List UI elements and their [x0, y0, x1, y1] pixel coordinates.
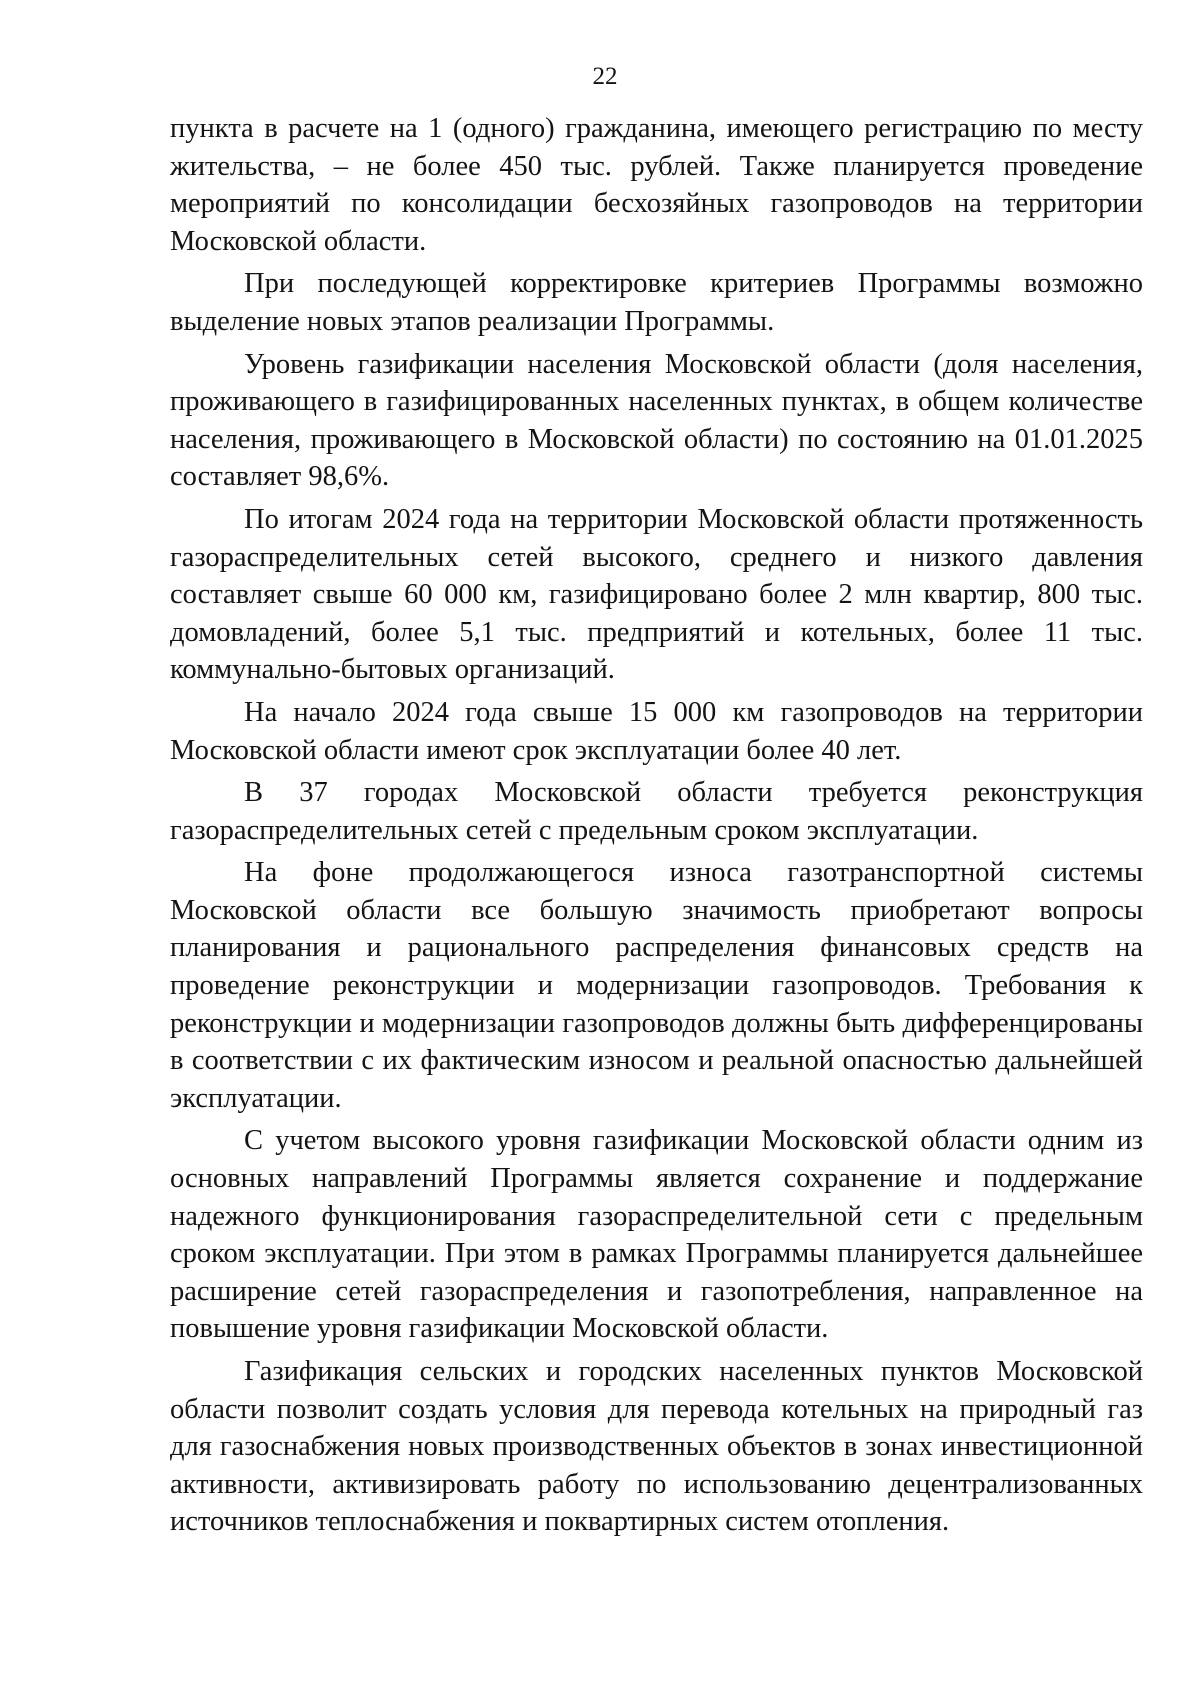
paragraph-gasification-level: Уровень газификации населения Московской области (доля населения, проживающего в газифицированных населенных пунктах, в общем количестве населения, проживающего в Московской области) по состоянию на 01.01.2025 составляет 98,6%. [170, 348, 1143, 493]
paragraph-cities-reconstruction: В 37 городах Московской области требуется реконструкция газораспределительных сетей с предельным сроком эксплуатации. [170, 777, 1143, 846]
paragraph-program-directions: С учетом высокого уровня газификации Московской области одним из основных направлений Программы является сохранение и поддержание надежного функционирования газораспределительной сети с предельным сроком эксплуатации. При этом в рамках Программы планируется дальнейшее расширение сетей газораспределения и газопотребления, направленное на повышение уровня газификации Московской области. [170, 1125, 1143, 1345]
paragraph-pipeline-age: На начало 2024 года свыше 15 000 км газопроводов на территории Московской области имеют срок эксплуатации более 40 лет. [170, 696, 1143, 766]
paragraph-gasification-benefits: Газификация сельских и городских населенных пунктов Московской области позволит создать условия для перевода котельных на природный газ для газоснабжения новых производственных объектов в зонах инвестиционной активности, активизировать работу по использованию децентрализованных источников теплоснабжения и поквартирных систем отопления. [170, 1356, 1143, 1538]
document-body [170, 110, 1143, 1546]
page-number: 22 [592, 63, 618, 90]
paragraph-criteria-adjustment: При последующей корректировке критериев Программы возможно выделение новых этапов реализации Программы. [170, 268, 1143, 337]
paragraph-2024-results: По итогам 2024 года на территории Московской области протяженность газораспределительных сетей высокого, среднего и низкого давления составляет свыше 60 000 км, газифицировано более 2 млн квартир, 800 тыс. домовладений, более 5,1 тыс. предприятий и котельных, более 11 тыс. коммунально-бытовых организаций. [170, 503, 1143, 686]
paragraph-wear-planning: На фоне продолжающегося износа газотранспортной системы Московской области все большую значимость приобретают вопросы планирования и рационального распределения финансовых средств на проведение реконструкции и модернизации газопроводов. Требования к реконструкции и модернизации газопроводов должны быть дифференцированы в соответствии с их фактическим износом и реальной опасностью дальнейшей эксплуатации. [170, 857, 1143, 1114]
paragraph-continuation: пункта в расчете на 1 (одного) гражданина, имеющего регистрацию по месту жительства, – не более 450 тыс. рублей. Также планируется проведение мероприятий по консолидации бесхозяйных газопроводов на территории Московской области. [170, 113, 1143, 257]
